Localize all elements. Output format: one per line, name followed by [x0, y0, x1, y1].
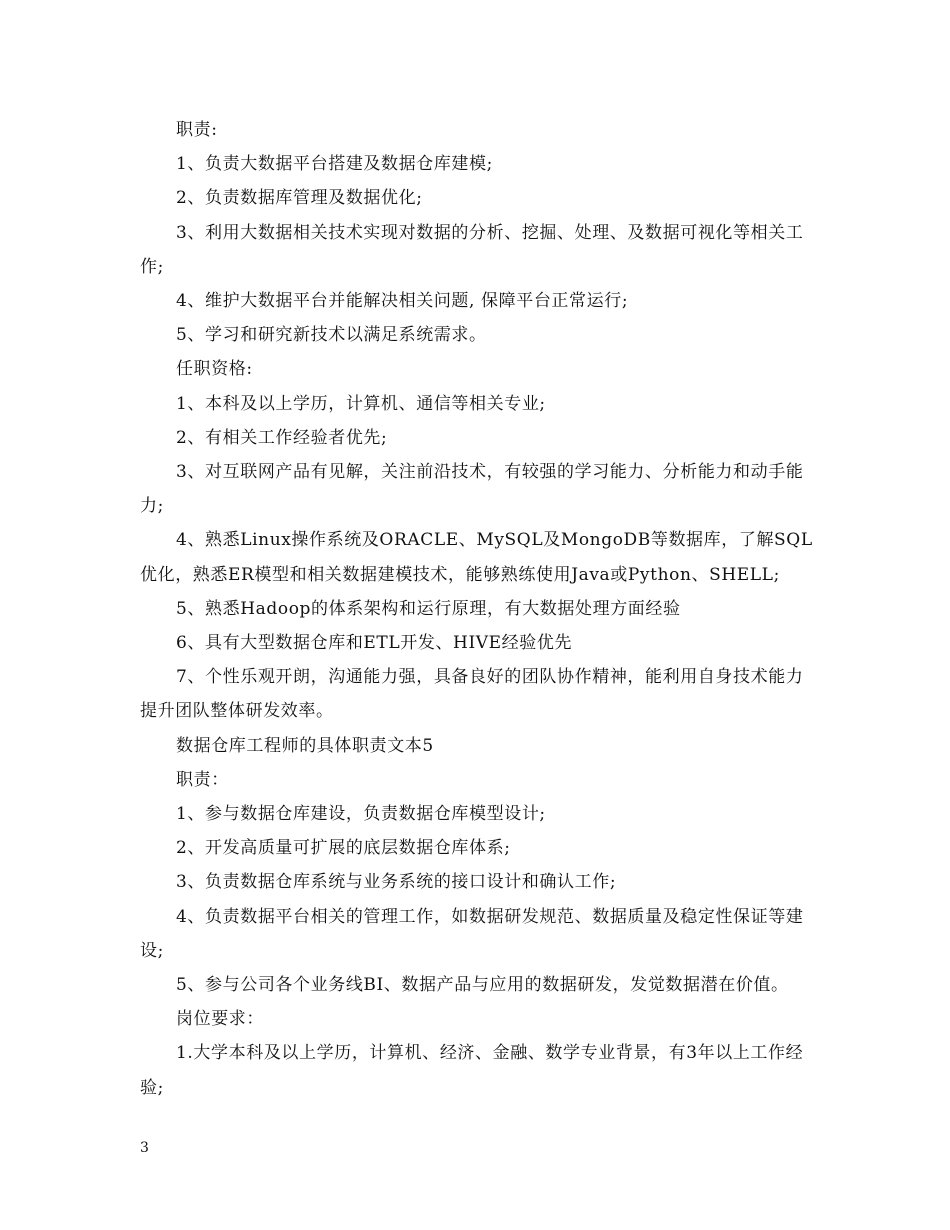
paragraph-duty-1-4: 4、维护大数据平台并能解决相关问题, 保障平台正常运行; — [176, 291, 629, 312]
paragraph-duty-2-3: 3、负责数据仓库系统与业务系统的接口设计和确认工作; — [176, 872, 617, 893]
paragraph-duty-2-2: 2、开发高质量可扩展的底层数据仓库体系; — [176, 838, 511, 859]
paragraph-qualification-1: 1、本科及以上学历，计算机、通信等相关专业; — [176, 393, 546, 414]
paragraph-duty-1-5: 5、学习和研究新技术以满足系统需求。 — [176, 325, 487, 346]
paragraph-duty-1-2: 2、负责数据库管理及数据优化; — [176, 188, 423, 209]
paragraph-qualifications-heading: 任职资格: — [176, 359, 253, 380]
paragraph-qualification-3: 3、对互联网产品有见解，关注前沿技术，有较强的学习能力、分析能力和动手能力; — [140, 462, 804, 517]
paragraph-qualification-2: 2、有相关工作经验者优先; — [176, 427, 388, 448]
paragraph-duty-2-5: 5、参与公司各个业务线BI、数据产品与应用的数据研发，发觉数据潜在价值。 — [176, 975, 789, 996]
document-body — [140, 113, 815, 1105]
paragraph-duties-heading-1: 职责: — [176, 120, 218, 140]
paragraph-requirement-1: 1.大学本科及以上学历，计算机、经济、金融、数学专业背景，有3年以上工作经验; — [140, 1043, 804, 1098]
paragraph-qualification-5: 5、熟悉Hadoop的体系架构和运行原理，有大数据处理方面经验 — [176, 598, 681, 619]
paragraph-duty-2-1: 1、参与数据仓库建设，负责数据仓库模型设计; — [176, 804, 546, 825]
paragraph-qualification-4: 4、熟悉Linux操作系统及ORACLE、MySQL及MongoDB等数据库，了解SQL优化，熟悉ER模型和相关数据建模技术，能够熟练使用Java或Python、SHELL; — [140, 530, 813, 585]
paragraph-qualification-6: 6、具有大型数据仓库和ETL开发、HIVE经验优先 — [176, 633, 573, 654]
paragraph-duties-heading-2: 职责： — [176, 769, 229, 790]
paragraph-qualification-7: 7、个性乐观开朗，沟通能力强，具备良好的团队协作精神，能利用自身技术能力提升团队整体研发效率。 — [140, 667, 804, 722]
paragraph-requirements-heading: 岗位要求： — [176, 1009, 264, 1030]
page-number: 3 — [140, 1140, 149, 1156]
section-title-text-5: 数据仓库工程师的具体职责文本5 — [176, 735, 434, 756]
paragraph-duty-1-1: 1、负责大数据平台搭建及数据仓库建模; — [176, 154, 493, 175]
paragraph-duty-1-3: 3、利用大数据相关技术实现对数据的分析、挖掘、处理、及数据可视化等相关工作; — [140, 222, 804, 277]
paragraph-duty-2-4: 4、负责数据平台相关的管理工作，如数据研发规范、数据质量及稳定性保证等建设; — [140, 906, 804, 961]
